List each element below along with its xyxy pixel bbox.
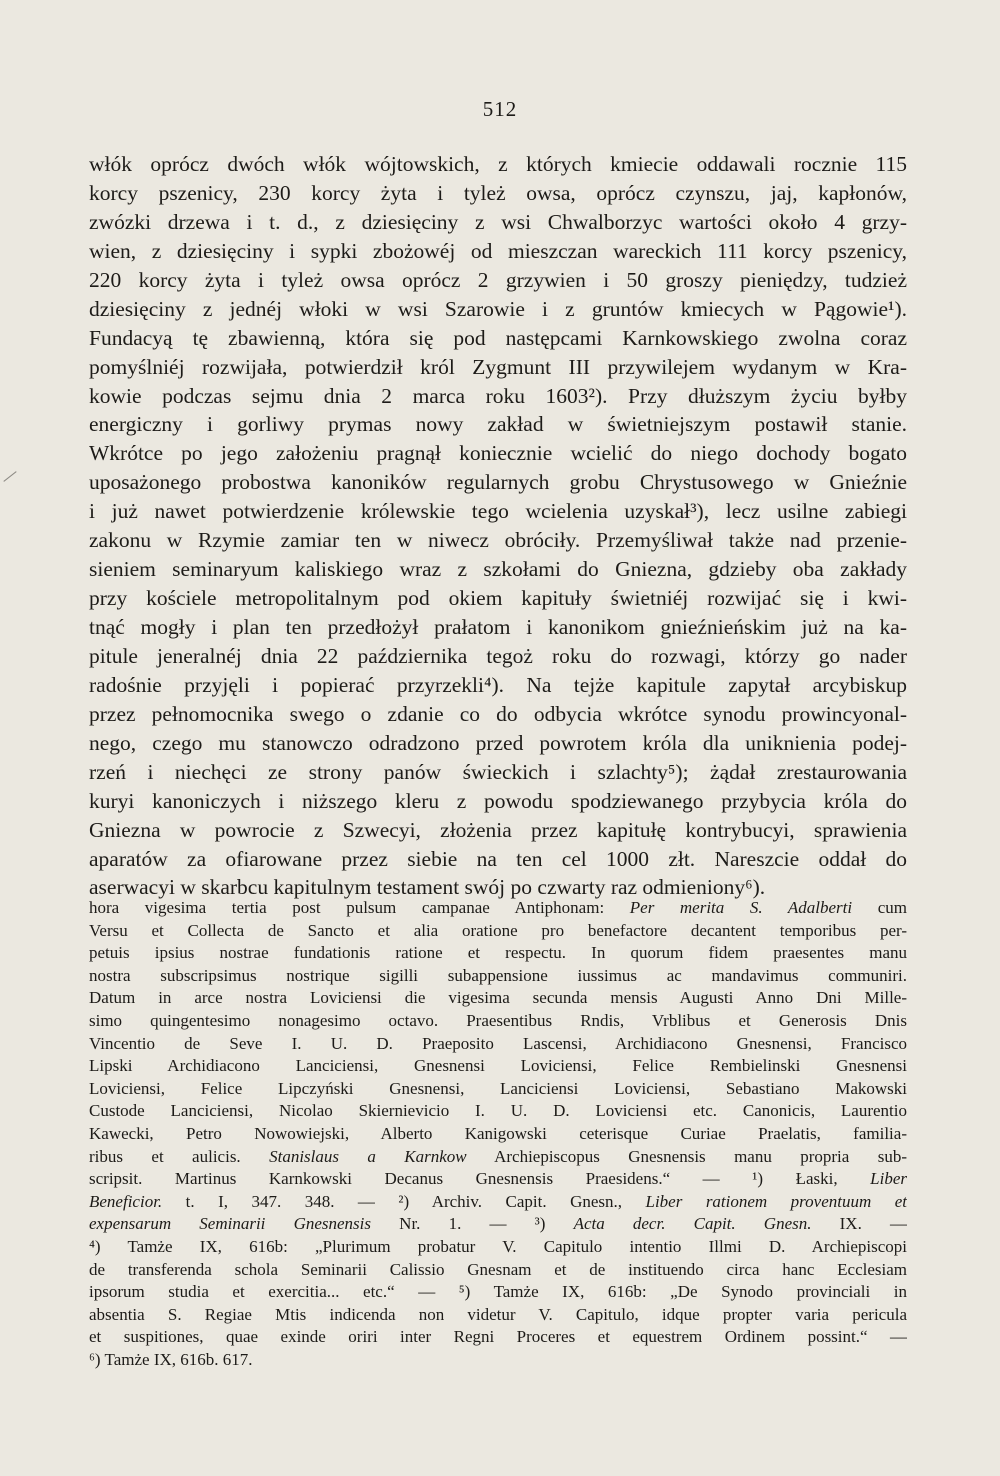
footnote-segment: de transferenda schola Seminarii Calissio Gnesnam et de instituendo circa hanc Ecclesiam bbox=[89, 1259, 907, 1279]
footnote-segment: IX. — bbox=[811, 1214, 907, 1234]
footnote-segment: Kawecki, Petro Nowowiejski, Alberto Kanigowski ceterisque Curiae Praelatis, familia- bbox=[89, 1123, 907, 1143]
footnote-line bbox=[89, 987, 907, 1010]
footnote-italic-segment: Stanislaus a Karnkow bbox=[269, 1146, 467, 1166]
footnote-line bbox=[89, 1100, 907, 1123]
footnote-line bbox=[89, 897, 907, 920]
footnote-italic-segment: Liber rationem proventuum et bbox=[645, 1191, 907, 1211]
footnote-segment: simo quingentesimo nonagesimo octavo. Praesentibus Rndis, Vrblibus et Generosis Dnis bbox=[89, 1010, 907, 1030]
footnote-line bbox=[89, 1304, 907, 1327]
footnote-segment: ⁶) Tamże IX, 616b. 617. bbox=[89, 1349, 253, 1369]
footnote-segment: nostra subscripsimus nostrique sigilli subappensione iussimus ac mandavimus communiri. bbox=[89, 965, 907, 985]
body-line: radośnie przyjęli i popierać przyrzekli⁴). Na tejże kapitule zapytał arcybiskup bbox=[89, 672, 907, 697]
footnote-segment: Versu et Collecta de Sancto et alia oratione pro benefactore decantent temporibus per- bbox=[89, 920, 907, 940]
footnote-line bbox=[89, 1033, 907, 1056]
body-line: zakonu w Rzymie zamiar ten w niwecz obróciły. Przemyśliwał także nad przenie- bbox=[89, 528, 907, 553]
footnote-segment: et suspitiones, quae exinde oriri inter Regni Proceres et equestrem Ordinem possint.“ — bbox=[89, 1327, 907, 1347]
body-line: 220 korcy żyta i tyleż owsa oprócz 2 grzywien i 50 groszy pieniędzy, tudzież bbox=[89, 267, 907, 292]
body-line: i już nawet potwierdzenie królewskie tego wcielenia uzyskał³), lecz usilne zabiegi bbox=[89, 499, 907, 524]
body-line: aserwacyi w skarbcu kapitulnym testament swój po czwarty raz odmieniony⁶). bbox=[89, 875, 766, 900]
footnote-segment: t. I, 347. 348. — ²) Archiv. Capit. Gnesn., bbox=[162, 1191, 646, 1211]
body-line: przy kościele metropolitalnym pod okiem kapituły świetniéj rozwijać się i kwi- bbox=[89, 586, 907, 611]
footnote-line bbox=[89, 1010, 907, 1033]
footnote-italic-segment: Liber bbox=[870, 1169, 907, 1189]
footnote-line bbox=[89, 1123, 907, 1146]
footnote-italic-segment: Beneficior. bbox=[89, 1191, 163, 1211]
footnote-segment: Custode Lanciciensi, Nicolao Skiernievicio I. U. D. Loviciensi etc. Canonicis, Laurentio bbox=[89, 1101, 907, 1121]
footnote-segment: absentia S. Regiae Mtis indicenda non videtur V. Capitulo, idque propter varia pericula bbox=[89, 1304, 907, 1324]
footnote-line bbox=[89, 1146, 907, 1169]
footnote-line bbox=[89, 1191, 907, 1214]
footnote-italic-segment: expensarum Seminarii Gnesnensis bbox=[89, 1214, 372, 1234]
footnote-segment: hora vigesima tertia post pulsum campanae Antiphonam: bbox=[89, 898, 630, 917]
margin-mark bbox=[3, 471, 16, 482]
footnote-segment: scripsit. Martinus Karnkowski Decanus Gnesnensis Praesidens.“ — ¹) Łaski, bbox=[89, 1169, 871, 1189]
body-line: pomyślniéj rozwijała, potwierdził król Zygmunt III przywilejem wydanym w Kra- bbox=[89, 354, 907, 379]
footnote-line bbox=[89, 1055, 907, 1078]
footnote-segment: Datum in arce nostra Loviciensi die vigesima secunda mensis Augusti Anno Dni Mille- bbox=[89, 988, 907, 1008]
main-text bbox=[89, 150, 907, 902]
footnote-segment: cum bbox=[852, 898, 907, 917]
footnote-line bbox=[89, 1213, 907, 1236]
page-number: 512 bbox=[482, 97, 518, 121]
footnote-segment: petuis ipsius nostrae fundationis ratione et respectu. In quorum fidem praesentes manu bbox=[89, 943, 907, 963]
footnote-line bbox=[89, 965, 907, 988]
body-line: Wkrótce po jego założeniu pragnął koniecznie wcielić do niego dochody bogato bbox=[89, 441, 907, 466]
footnote-line bbox=[89, 920, 907, 943]
body-line: pitule jeneralnéj dnia 22 października tegoż roku do rozwagi, którzy go nader bbox=[89, 643, 907, 668]
footnote-line bbox=[89, 1281, 907, 1304]
body-line: zwózki drzewa i t. d., z dziesięciny z wsi Chwalborzyc wartości około 4 grzy- bbox=[89, 209, 907, 234]
footnote-segment: Loviciensi, Felice Lipczyński Gnesnensi, Lanciciensi Loviciensi, Sebastiano Makowski bbox=[89, 1078, 907, 1098]
body-line: rzeń i niechęci ze strony panów świeckich i szlachty⁵); żądał zrestaurowania bbox=[89, 759, 907, 784]
body-line: przez pełnomocnika swego o zdanie co do odbycia wkrótce synodu prowincyonal- bbox=[89, 701, 907, 726]
body-line: Gniezna w powrocie z Szwecyi, złożenia przez kapitułę kontrybucyi, sprawienia bbox=[89, 817, 907, 842]
body-line: energiczny i gorliwy prymas nowy zakład w świetniejszym postawił stanie. bbox=[89, 412, 907, 437]
footnote-italic-segment: Acta decr. Capit. Gnesn. bbox=[573, 1214, 812, 1234]
body-line: wien, z dziesięciny i sypki zbożowéj od mieszczan wareckich 111 korcy pszenicy, bbox=[89, 238, 907, 263]
footnote-line bbox=[89, 1326, 907, 1349]
footnote-line bbox=[89, 1168, 907, 1191]
body-line: dziesięciny z jednéj włoki w wsi Szarowie i z gruntów kmiecych w Pągowie¹). bbox=[89, 296, 907, 321]
footnote-segment: Lipski Archidiacono Lanciciensi, Gnesnensi Loviciensi, Felice Rembielinski Gnesnensi bbox=[89, 1056, 907, 1076]
footnote-line bbox=[89, 1259, 907, 1282]
footnote-line bbox=[89, 1078, 907, 1101]
body-line: uposażonego probostwa kanoników regularnych grobu Chrystusowego w Gnieźnie bbox=[89, 470, 907, 495]
footnote-segment: Archiepiscopus Gnesnensis manu propria sub- bbox=[466, 1146, 907, 1166]
footnote-segment: Vincentio de Seve I. U. D. Praeposito Lascensi, Archidiacono Gnesnensi, Francisco bbox=[89, 1033, 907, 1053]
body-line: włók oprócz dwóch włók wójtowskich, z których kmiecie oddawali rocznie 115 bbox=[89, 152, 907, 176]
footnotes bbox=[89, 897, 907, 1371]
body-line: nego, czego mu stanowczo odradzono przed powrotem króla dla uniknienia podej- bbox=[89, 730, 907, 755]
footnote-line bbox=[89, 1349, 907, 1372]
body-line: Fundacyą tę zbawienną, która się pod następcami Karnkowskiego zwolna coraz bbox=[89, 325, 907, 350]
footnote-segment: Nr. 1. — ³) bbox=[371, 1214, 574, 1234]
body-line: korcy pszenicy, 230 korcy żyta i tyleż owsa, oprócz czynszu, jaj, kapłonów, bbox=[89, 180, 907, 205]
body-line: sieniem seminaryum kaliskiego wraz z szkołami do Gniezna, gdzieby oba zakłady bbox=[89, 557, 907, 582]
body-line: tnąć mogły i plan ten przedłożył prałatom i kanonikom gnieźnieńskim już na ka- bbox=[89, 615, 907, 639]
body-line: kowie podczas sejmu dnia 2 marca roku 1603²). Przy dłuższym życiu byłby bbox=[89, 383, 907, 408]
footnote-segment: ⁴) Tamże IX, 616b: „Plurimum probatur V. Capitulo intentio Illmi D. Archiepiscopi bbox=[89, 1236, 907, 1256]
body-line: aparatów za ofiarowane przez siebie na ten cel 1000 złt. Nareszcie oddał do bbox=[89, 846, 907, 871]
footnote-segment: ipsorum studia et exercitia... etc.“ — ⁵) Tamże IX, 616b: „De Synodo provinciali in bbox=[89, 1282, 907, 1302]
footnote-line bbox=[89, 942, 907, 965]
footnote-line bbox=[89, 1236, 907, 1259]
footnote-segment: ribus et aulicis. bbox=[89, 1146, 270, 1166]
footnote-italic-segment: Per merita S. Adalberti bbox=[629, 898, 853, 917]
body-line: kuryi kanoniczych i niższego kleru z powodu spodziewanego przybycia króla do bbox=[89, 788, 907, 813]
